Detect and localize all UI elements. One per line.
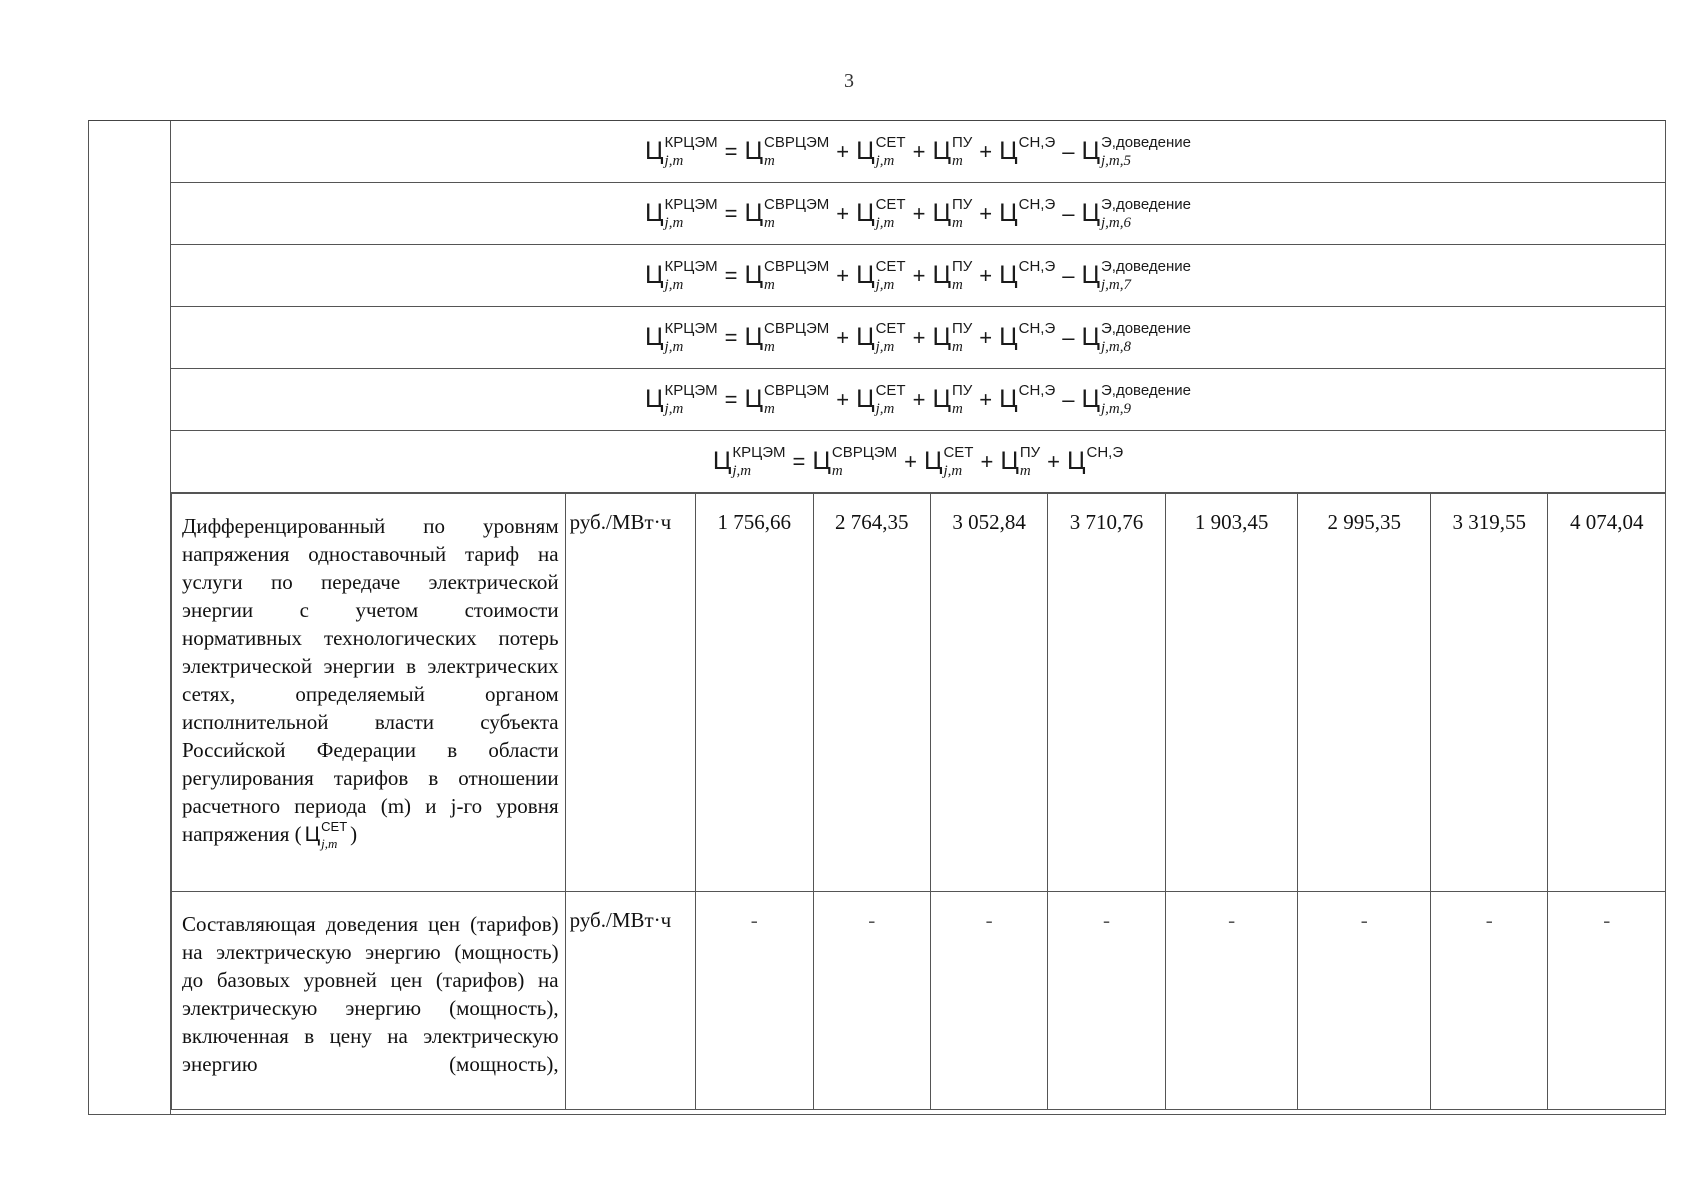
symbol-pu: Ц ПУ m [1000,443,1041,479]
symbol-svrcem: Ц СВРЦЭМ m [744,381,830,417]
formula-row [171,121,1665,183]
symbol-set: Ц СЕТ j,m [856,381,906,417]
symbol-krcem: Ц КРЦЭМ j,m [645,133,718,169]
symbol-set: Ц СЕТ j,m [856,195,906,231]
symbol-pu: Ц ПУ m [932,257,973,293]
value-cell: 3 710,76 [1048,494,1165,892]
value-cell: - [1548,892,1666,1110]
formula-operator: + [912,324,926,350]
symbol-krcem: Ц КРЦЭМ j,m [645,257,718,293]
value-cell: - [696,892,813,1110]
formula-row [171,369,1665,431]
value-cell: 2 764,35 [813,494,930,892]
description-text: Дифференцированный по уровням напряжения одноставочный тариф на услуги по передаче электрической энергии с учетом стоимости нормативных технологических потерь электрической энергии в электрических сетях, определяемый органом исполнительной власти субъекта Российской Федерации в области регулирования тарифов в отношении расчетного периода (m) и j-го уровня напряжения ( [182,514,559,846]
formula-row [171,183,1665,245]
table-frame [88,120,1666,1115]
formula-operator: + [912,138,926,164]
formula-operator: – [1062,262,1075,288]
symbol-set: Ц СЕТ j,m [923,443,974,479]
value-cell: - [1298,892,1431,1110]
row-description: Дифференцированный по уровням напряжения одноставочный тариф на услуги по передаче электрической энергии с учетом стоимости нормативных технологических потерь электрической энергии в электрических сетях, определяемый органом исполнительной власти субъекта Российской Федерации в области регулирования тарифов в отношении расчетного периода (m) и j-го уровня напряжения ( Ц СЕТ j,m ) [172,494,566,892]
formula-operator: + [979,200,993,226]
symbol-sne: Ц СН,Э [999,133,1056,165]
value-cell: 1 756,66 [696,494,813,892]
symbol-svrcem: Ц СВРЦЭМ m [744,133,830,169]
value-cell: 1 903,45 [1165,494,1298,892]
formula-row [171,431,1665,493]
formula-operator: + [836,262,850,288]
left-margin-column [89,121,171,1114]
price-formula [642,133,1194,169]
formula-operator: – [1062,200,1075,226]
symbol-pu: Ц ПУ m [932,133,973,169]
formula-operator: + [912,200,926,226]
symbol-pu: Ц ПУ m [932,319,973,355]
symbol-krcem: Ц КРЦЭМ j,m [712,443,786,479]
table-row [172,494,1666,892]
formula-row [171,245,1665,307]
formula-operator: + [836,200,850,226]
row-description [172,892,566,1110]
price-formula [642,195,1194,231]
symbol-svrcem: Ц СВРЦЭМ m [744,319,830,355]
symbol-krcem: Ц КРЦЭМ j,m [645,319,718,355]
formula-operator: + [912,262,926,288]
symbol-sne: Ц СН,Э [999,319,1056,351]
symbol-krcem: Ц КРЦЭМ j,m [645,381,718,417]
formula-operator: + [979,324,993,350]
page-number: 3 [844,70,854,92]
symbol-svrcem: Ц СВРЦЭМ m [744,257,830,293]
symbol-pu: Ц ПУ m [932,381,973,417]
symbol-set: Ц СЕТ j,m [856,133,906,169]
formula-operator: – [1062,138,1075,164]
value-cell: 3 052,84 [930,494,1047,892]
table-row [172,892,1666,1110]
formula-operator: – [1062,386,1075,412]
row-unit: руб./МВт·ч [565,494,695,892]
formula-operator: + [836,324,850,350]
price-formula [710,443,1126,479]
symbol-dovedenie: Ц Э,доведение j,m,8 [1081,319,1191,355]
formula-operator: + [979,138,993,164]
formula-operator: + [979,386,993,412]
tariff-table [171,493,1666,1110]
price-formula [642,381,1194,417]
symbol-set: Ц СЕТ j,m [856,319,906,355]
formula-operator: + [912,386,926,412]
formula-operator: = [724,262,738,288]
formula-operator: = [724,324,738,350]
value-cell: - [813,892,930,1110]
price-formula [642,319,1194,355]
symbol-set: Ц СЕТ j,m [856,257,906,293]
symbol-pu: Ц ПУ m [932,195,973,231]
symbol-sne: Ц СН,Э [999,381,1056,413]
formula-operator: = [792,448,806,474]
value-cell: - [1048,892,1165,1110]
value-cell: 2 995,35 [1298,494,1431,892]
symbol-sne: Ц СН,Э [999,257,1056,289]
value-cell: - [930,892,1047,1110]
symbol-dovedenie: Ц Э,доведение j,m,9 [1081,381,1191,417]
formula-operator: – [1062,324,1075,350]
price-formula [642,257,1194,293]
symbol-sne: Ц СН,Э [1066,443,1124,475]
formula-operator: + [979,262,993,288]
symbol-svrcem: Ц СВРЦЭМ m [744,195,830,231]
symbol-dovedenie: Ц Э,доведение j,m,5 [1081,133,1191,169]
formula-operator: + [904,448,917,474]
formula-rows [171,121,1665,493]
row-unit: руб./МВт·ч [565,892,695,1110]
formula-operator: + [836,386,850,412]
value-cell: - [1165,892,1298,1110]
formula-row [171,307,1665,369]
symbol-dovedenie: Ц Э,доведение j,m,7 [1081,257,1191,293]
formula-operator: = [724,138,738,164]
symbol-svrcem: Ц СВРЦЭМ m [812,443,898,479]
formula-operator: + [836,138,850,164]
symbol-sne: Ц СН,Э [999,195,1056,227]
symbol-set-inline: Ц СЕТ j,m [304,819,348,851]
formula-operator: + [1047,448,1060,474]
value-cell: - [1431,892,1548,1110]
value-cell: 3 319,55 [1431,494,1548,892]
formula-operator: = [724,200,738,226]
symbol-dovedenie: Ц Э,доведение j,m,6 [1081,195,1191,231]
formula-operator: + [980,448,994,474]
symbol-krcem: Ц КРЦЭМ j,m [645,195,718,231]
value-cell: 4 074,04 [1548,494,1666,892]
description-text: Составляющая доведения цен (тарифов) на электрическую энергию (мощность) до базовых уровней цен (тарифов) на электрическую энергию (мощность), включенная в цену на электрическую энергию (мощность), [182,912,559,1076]
formula-operator: = [724,386,738,412]
